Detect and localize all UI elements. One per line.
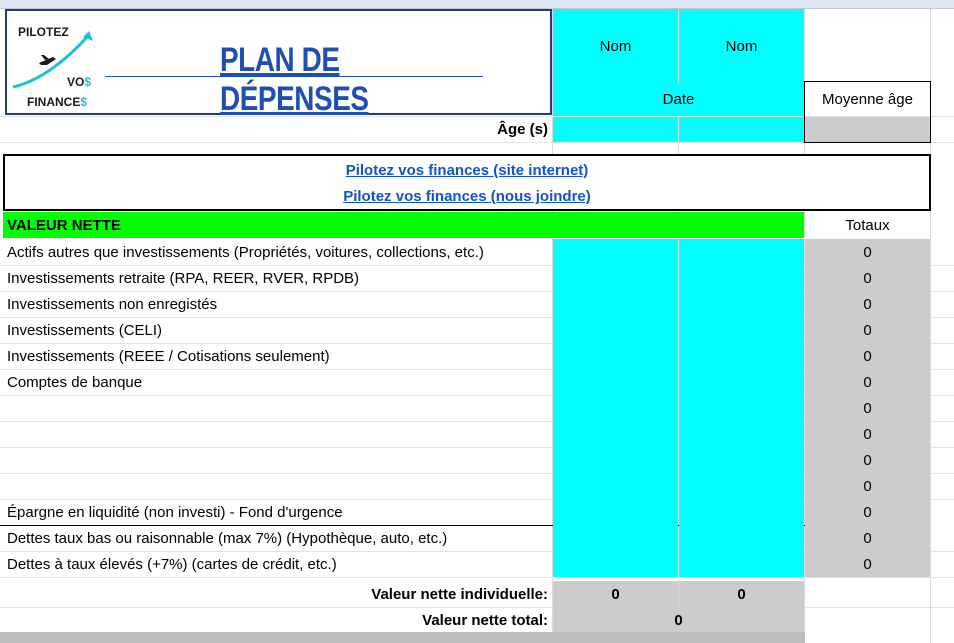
sheet-top-strip — [0, 0, 954, 9]
bottom-gray-band — [0, 632, 805, 643]
age-label: Âge (s) — [497, 121, 548, 138]
individual-net-worth-1: 0 — [553, 581, 678, 607]
links-box — [3, 154, 931, 211]
row-total: 0 — [805, 447, 930, 473]
row-input-person-2[interactable] — [679, 551, 804, 577]
page-title: PLAN DE DÉPENSES — [220, 41, 369, 118]
row-total: 0 — [805, 525, 930, 551]
row-input-person-1[interactable] — [553, 265, 678, 291]
row-total: 0 — [805, 395, 930, 421]
row-input-person-2[interactable] — [679, 369, 804, 395]
row-input-person-2[interactable] — [679, 317, 804, 343]
individual-net-worth-2: 0 — [679, 581, 804, 607]
date-cell[interactable]: Date — [553, 83, 804, 116]
row-label: Investissements non enregistés — [7, 295, 218, 313]
row-label — [3, 395, 552, 421]
row-label: Comptes de banque — [7, 373, 143, 391]
logo-text-pilotez: PILOTEZ — [18, 25, 69, 39]
row-input-person-1[interactable] — [553, 343, 678, 369]
logo — [9, 13, 101, 113]
row-total: 0 — [805, 473, 930, 499]
logo-text-vos: VO$ — [67, 75, 92, 89]
avg-age-value[interactable] — [804, 117, 931, 143]
row-input-person-1[interactable] — [553, 369, 678, 395]
totals-header: Totaux — [845, 216, 890, 234]
header-title-box — [5, 9, 552, 118]
row-label — [3, 447, 552, 473]
row-total: 0 — [805, 343, 930, 369]
row-total: 0 — [805, 499, 930, 525]
name-cell-1[interactable]: Nom — [553, 9, 678, 83]
row-input-person-1[interactable] — [553, 499, 678, 525]
row-input-person-2[interactable] — [679, 525, 804, 551]
row-total: 0 — [805, 551, 930, 577]
row-total: 0 — [805, 421, 930, 447]
row-input-person-2[interactable] — [679, 447, 804, 473]
age-cell-1[interactable] — [553, 117, 678, 142]
row-input-person-1[interactable] — [553, 551, 678, 577]
row-label: Dettes à taux élevés (+7%) (cartes de crédit, etc.) — [7, 555, 337, 573]
logo-text-finances: FINANCE$ — [27, 95, 88, 109]
row-input-person-1[interactable] — [553, 239, 678, 265]
row-label: Actifs autres que investissements (Propriétés, voitures, collections, etc.) — [7, 243, 484, 261]
row-label: Dettes taux bas ou raisonnable (max 7%) (Hypothèque, auto, etc.) — [7, 529, 448, 547]
total-net-worth-label: Valeur nette total: — [422, 611, 548, 629]
row-input-person-1[interactable] — [553, 421, 678, 447]
total-net-worth-value: 0 — [553, 607, 804, 633]
row-label: Investissements (CELI) — [7, 321, 163, 339]
row-input-person-2[interactable] — [679, 239, 804, 265]
row-total: 0 — [805, 265, 930, 291]
website-link[interactable]: Pilotez vos finances (site internet) — [345, 162, 589, 179]
section-title: VALEUR NETTE — [3, 212, 804, 238]
row-input-person-1[interactable] — [553, 473, 678, 499]
grid-row-line — [0, 577, 954, 578]
row-total: 0 — [805, 317, 930, 343]
row-label: Investissements retraite (RPA, REER, RVER, RPDB) — [7, 269, 360, 287]
row-input-person-2[interactable] — [679, 421, 804, 447]
avg-age-label: Moyenne âge — [804, 81, 931, 117]
row-input-person-2[interactable] — [679, 291, 804, 317]
name-cell-2[interactable]: Nom — [679, 9, 804, 83]
row-input-person-2[interactable] — [679, 343, 804, 369]
row-input-person-1[interactable] — [553, 317, 678, 343]
row-input-person-2[interactable] — [679, 499, 804, 525]
row-input-person-2[interactable] — [679, 395, 804, 421]
individual-net-worth-label: Valeur nette individuelle: — [371, 585, 548, 603]
row-total: 0 — [805, 239, 930, 265]
row-label: Investissements (REEE / Cotisations seulement) — [7, 347, 330, 365]
row-input-person-2[interactable] — [679, 265, 804, 291]
row-total: 0 — [805, 369, 930, 395]
row-input-person-2[interactable] — [679, 473, 804, 499]
row-input-person-1[interactable] — [553, 291, 678, 317]
row-input-person-1[interactable] — [553, 525, 678, 551]
age-cell-2[interactable] — [679, 117, 804, 142]
row-label — [3, 421, 552, 447]
row-input-person-1[interactable] — [553, 395, 678, 421]
contact-link[interactable]: Pilotez vos finances (nous joindre) — [343, 188, 591, 205]
row-input-person-1[interactable] — [553, 447, 678, 473]
row-label: Épargne en liquidité (non investi) - Fond d'urgence — [7, 503, 343, 521]
row-total: 0 — [805, 291, 930, 317]
row-label — [3, 473, 552, 499]
